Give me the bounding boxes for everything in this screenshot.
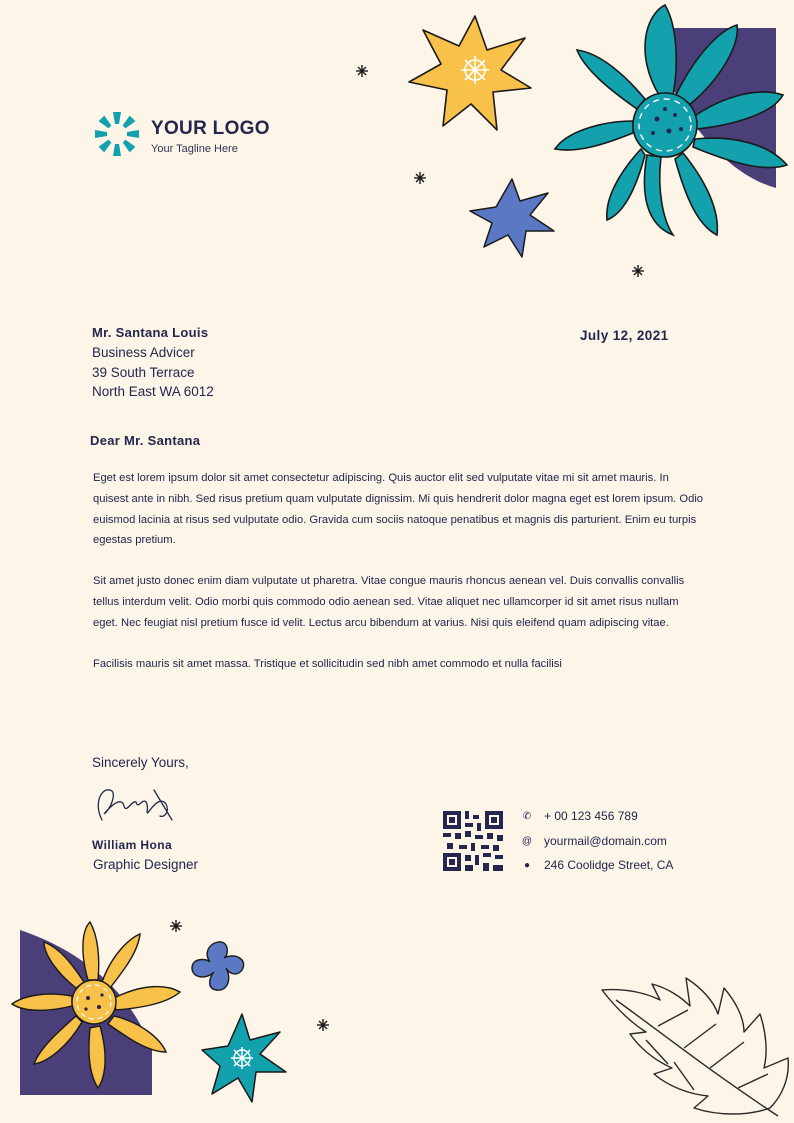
sparkle-icon bbox=[632, 265, 644, 277]
blue-flower-illustration bbox=[188, 938, 250, 994]
location-pin-icon: ● bbox=[523, 859, 531, 871]
sparkle-icon bbox=[317, 1019, 329, 1031]
qr-code-icon bbox=[443, 811, 503, 871]
recipient-address-line1: 39 South Terrace bbox=[92, 364, 195, 380]
closing-text: Sincerely Yours, bbox=[92, 755, 189, 770]
signer-name: William Hona bbox=[92, 838, 173, 852]
signer-title: Graphic Designer bbox=[93, 857, 199, 872]
sparkle-icon bbox=[170, 920, 182, 932]
yellow-flower-illustration bbox=[405, 8, 535, 133]
signature-image bbox=[92, 780, 182, 830]
body-paragraph: Eget est lorem ipsum dolor sit amet consectetur adipiscing. Quis auctor elit sed vulputate vitae mi sit amet mauris. In quisest ante in nibh. Sed risus pretium quam vulputate dignissim. Mi quis hendrerit dolor magna eget est lorem ipsum. Odio euismod lacinia at risus sed vulputate odio. Gravida cum sociis natoque penatibus et magnis dis parturient. Enim eu turpis egestas pretium. bbox=[93, 472, 704, 547]
contact-phone-text: + 00 123 456 789 bbox=[544, 809, 638, 823]
recipient-name: Mr. Santana Louis bbox=[92, 325, 209, 340]
contact-phone bbox=[521, 809, 638, 823]
teal-flower-illustration bbox=[553, 0, 793, 240]
contact-address-text: 246 Coolidge Street, CA bbox=[544, 858, 674, 872]
sparkle-icon bbox=[414, 172, 426, 184]
leaf-outline-illustration bbox=[598, 970, 794, 1120]
asterisk-logo-icon bbox=[93, 110, 141, 158]
letter-body bbox=[93, 468, 705, 694]
recipient-address-line2: North East WA 6012 bbox=[92, 384, 214, 399]
teal-flower-illustration bbox=[200, 1010, 290, 1105]
logo-title: YOUR LOGO bbox=[151, 118, 270, 139]
salutation: Dear Mr. Santana bbox=[90, 433, 201, 448]
recipient-block bbox=[92, 325, 214, 402]
body-paragraph: Facilisis mauris sit amet massa. Tristique et sollicitudin sed nibh amet commodo et nulla facilisi bbox=[93, 657, 562, 670]
contact-email bbox=[521, 834, 667, 848]
yellow-daisy-illustration bbox=[12, 920, 182, 1095]
body-paragraph: Sit amet justo donec enim diam vulputate ut pharetra. Vitae congue mauris rhoncus aenean vel. Duis convallis convallis tellus interdum velit. Odio morbi quis commodo odio aenean sed. Vitae aliquet nec ullamcorper id sit amet risus nullam eget. Nec feugiat nisl pretium fusce id velit. Lectus arcu bibendum at varius. Nisi quis eleifend quam adipiscing vitae. bbox=[93, 575, 685, 629]
letter-date: July 12, 2021 bbox=[580, 328, 669, 343]
logo-tagline: Your Tagline Here bbox=[151, 143, 238, 155]
blue-flower-illustration bbox=[468, 175, 563, 260]
phone-icon: ✆ bbox=[522, 810, 532, 822]
sparkle-icon bbox=[356, 65, 368, 77]
at-icon: @ bbox=[521, 835, 533, 847]
contact-email-text: yourmail@domain.com bbox=[544, 834, 667, 848]
contact-address bbox=[521, 858, 673, 872]
recipient-role: Business Advicer bbox=[92, 345, 195, 360]
